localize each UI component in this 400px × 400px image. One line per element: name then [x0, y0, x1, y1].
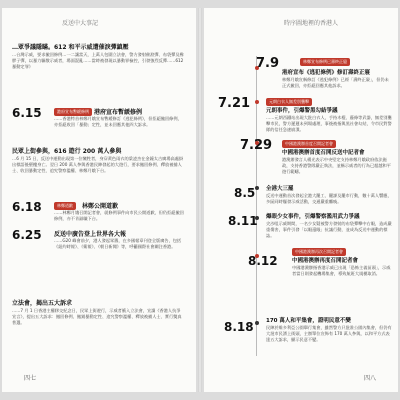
left-page [2, 8, 196, 392]
entry-title: 林鄭公開道歉 [82, 203, 119, 210]
page-number: 四八 [363, 375, 376, 382]
entry-body: 林鄭月娥宣稱修訂《逃犯條例》已經「壽終正寢」，但仍未正式撤回，亦拒絕回應其他訴求。 [282, 77, 389, 88]
entry-date: 8.12 [248, 254, 278, 268]
entry-title: 港府宣布《逃犯條例》修訂壽終正寢 [282, 70, 371, 76]
entry-body: ……元朗西鐵站出現大批白衣人，手持木棍、藤條等武器，無差別襲擊市民，警方遲遲未到場處理，事後被指與黑社會勾結，令市民對警隊的信任急速崩潰。 [266, 115, 392, 132]
entry-title: 反送中廣告登上世界各大報 [54, 231, 127, 238]
entry-title: 170 萬人和平集會，證明民意不變 [266, 318, 351, 324]
page-number: 四七 [24, 375, 37, 382]
entry-title: …眾爭議隱瞞。612 和平示威遭催淚彈鎮壓 [12, 44, 129, 51]
entry-badge: 林鄭宣布修例已壽終正寢 [300, 58, 350, 66]
entry-badge: 中國港澳辦再次召開記者會 [292, 248, 346, 256]
entry-badge: 中國港澳辦首度召開記者會 [282, 140, 336, 148]
entry-title: 元朗事件，引爆警黑勾結爭議 [266, 108, 338, 114]
entry-date: 8.5 [234, 186, 256, 200]
entry-title: 中國港澳辦首度召開反送中記者會 [282, 150, 365, 156]
entry-body: 民陣於維多利亞公園舉行集會，雖然警方只批准公園內集會，但仍有大批市民湧上街頭，主辦單位宣佈有 170 萬人參與，以和平方式表達五大訴求，顯示民意不變。 [266, 325, 392, 342]
timeline-marker [255, 321, 259, 325]
entry-badge: 林鄭道歉 [54, 202, 76, 210]
entry-body: 尖沙咀示威期間，一名少女疑被警方發射的布袋彈擊中右眼，造成嚴重傷害，事件引發「以眼還眼」抗議行動，並成為反送中運動的標誌。 [266, 221, 392, 238]
entry-body: ……林鄭月娥召開記者會，就修例事件向市民公開道歉，但仍拒絕撤回修例，亦不肯辭職下台。 [54, 210, 184, 221]
entry-body: 中國港澳辦指香港示威已出現「恐怖主義苗頭」，示威者當日則發起機場集會，導致航班大規模取消。 [292, 265, 391, 276]
entry-title: 中國港澳辦再度召開記者會 [292, 258, 359, 264]
running-header: 反送中大事記 [62, 20, 99, 27]
timeline-line [256, 56, 257, 356]
entry-title: 港府宣布暫緩修例 [94, 109, 143, 116]
entry-date: 7.29 [240, 138, 273, 153]
entry-body: 反送中運動首次發起全港大罷工、罷課及罷市行動，數十萬人響應，多區同時爆發示威活動，交通嚴重癱瘓。 [266, 193, 392, 204]
right-page [204, 8, 398, 392]
entry-date: 6.15 [12, 106, 42, 120]
entry-title: 立法會，揭出五大訴求 [12, 300, 73, 307]
entry-body: …6 月 15 日，反送中運動出現第一位犧牲者，身穿黃色雨衣的梁凌杰在金鐘太古廣場高處掛出標語後墮樓身亡。翌日 200 萬人參與香港民陣發起的大遊行，要求撤回修例、釋放被捕人士、收回暴動定性、追究警察濫權、林鄭月娥下台。 [12, 156, 184, 173]
entry-body: ……香港特首林鄭月娥宣布暫緩修訂《逃犯條例》，但拒絕撤回條例，亦拒絕收回「暴動」定性，並未回應其他四大訴求。 [54, 116, 182, 127]
entry-date: 8.18 [224, 320, 254, 334]
entry-badge: 元朗白衣人無差別襲擊 [266, 98, 312, 106]
book-gutter [198, 8, 202, 392]
running-header: 時序圖地裡的香港人 [284, 20, 339, 27]
entry-badge: 港府宣布暫緩修例 [54, 108, 92, 116]
entry-date: 8.11 [228, 214, 258, 228]
entry-body: 港澳辦發言人楊光表示中央堅定支持林鄭月娥政府依法施政，支持香港警隊嚴正執法，並稱示威者的行為已超越和平遊行範疇。 [282, 157, 391, 174]
entry-title: 全港大三罷 [266, 186, 294, 192]
timeline-marker [255, 100, 259, 104]
entry-date: 7.9 [256, 56, 280, 71]
entry-body: ……7 月 1 日香港主權移交紀念日，民眾上街遊行，示威者衝入立法會，宣讀《香港人抗爭宣言》，提出五大訴求：撤回修例、撤銷暴動定性、追究警察濫權、釋放被捕人士、實行雙真普選。 [12, 308, 182, 325]
entry-date: 6.18 [12, 200, 42, 214]
entry-body: ……G20 峰會前夕，港人發起眾籌，在多國報章刊登全版廣告，包括《紐約時報》、《衛報》、《朝日新聞》等，呼籲國際社會關注香港。 [54, 238, 182, 249]
entry-date: 7.21 [218, 96, 251, 111]
entry-body: …台灣示威，要求撤回修例…一二讓當天，上萬人包圍立法會，警方發射催淚彈、布袋彈及橡膠子彈，以暴力驅散示威者，場面混亂……當時被發現以暴動罪檢控，引發強烈反彈……612 暴動定罪》 [12, 52, 184, 69]
entry-title: 爆眼少女事件，引爆警察濫用武力爭議 [266, 214, 360, 220]
entry-title: 民眾上街參與，616 遊行 200 萬人參與 [12, 148, 122, 155]
entry-date: 6.25 [12, 228, 42, 242]
